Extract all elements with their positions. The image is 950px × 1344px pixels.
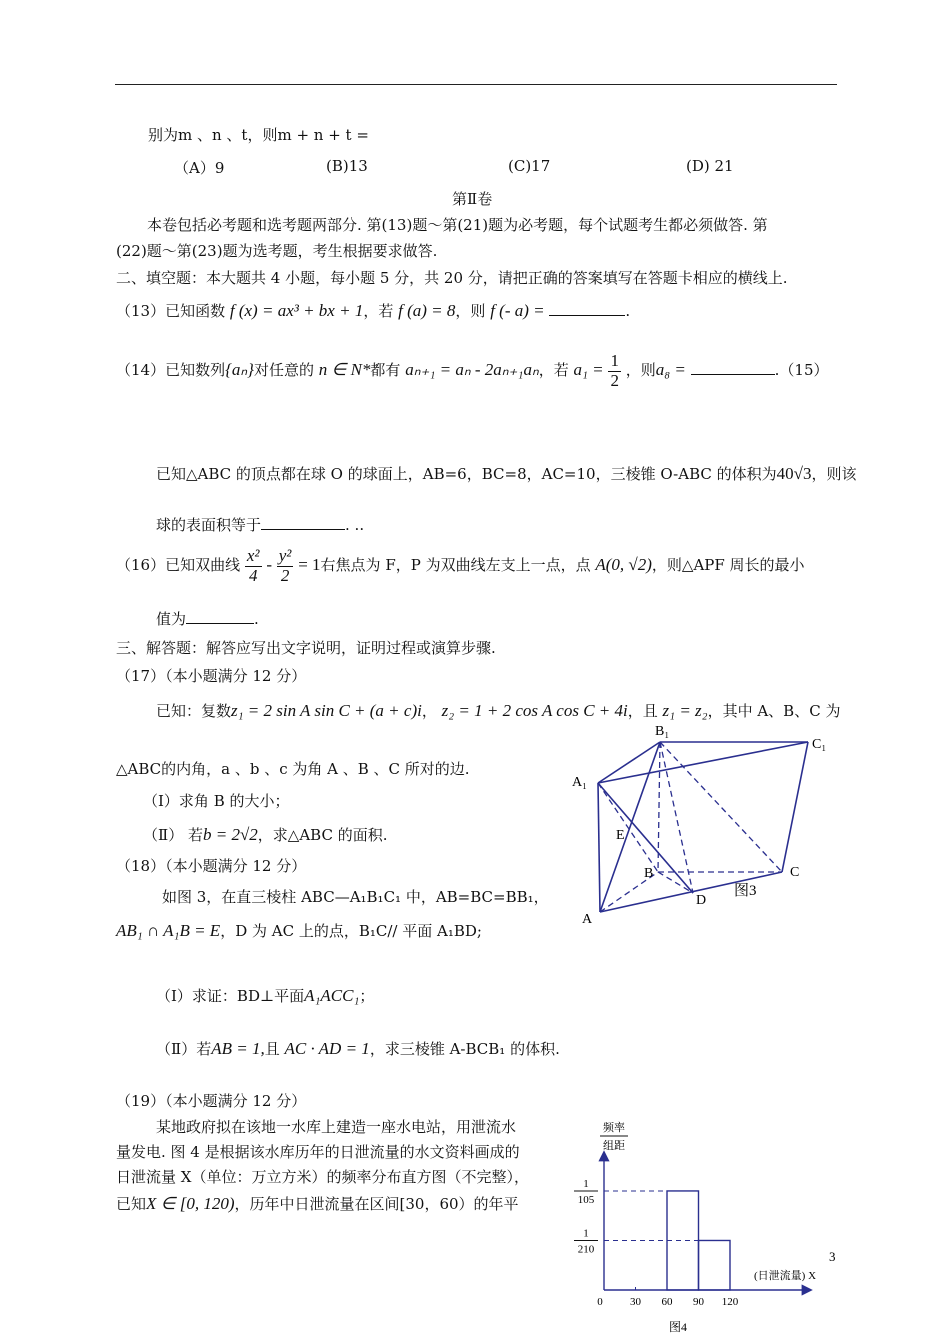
intro-line-1: 本卷包括必考题和选考题两部分. 第(13)题～第(21)题为必考题，每个试题考生都必须做答. 第 [147, 216, 768, 234]
question-16: （16）已知双曲线 $\frac{\text{x²}}{4}$ - $\frac{\text{y²}}{2}$ = 1右焦点为 F，P 为双曲线左支上一点，点 A(0, √2)，则△APF 周长的最小 [116, 546, 805, 585]
question-13: （13）已知函数 f (x) = ax³ + bx + 1，若 f (a) = 8，则 f (- a) = . [116, 301, 631, 320]
question-17-line2: △ABC的内角，a 、b 、c 为角 A 、B 、C 所对的边. [116, 760, 470, 778]
x-tick-label-60: 60 [661, 1296, 673, 1308]
option-a: （A）9 [174, 159, 225, 177]
option-c: (C)17 [508, 157, 551, 175]
option-d: (D) 21 [686, 157, 734, 175]
fig3-label-d: D [696, 893, 707, 908]
answer-blank-13[interactable] [549, 315, 625, 316]
carryover-line: 别为m 、n 、t，则m + n + t = [148, 126, 369, 144]
x-tick-label-120: 120 [721, 1296, 739, 1308]
x-tick-label-90: 90 [693, 1296, 704, 1308]
fig4-caption: 图4 [668, 1320, 688, 1334]
fig3-label-c: C [790, 865, 800, 880]
question-15-line2: 球的表面积等于 . .. [156, 516, 365, 534]
y-label-top: 频率 [603, 1122, 625, 1134]
fig3-label-b1: B₁ [655, 724, 670, 739]
x-axis-label: (日泄流量) X [754, 1270, 817, 1282]
question-18-line2: AB₁ ∩ A₁B = E，D 为 AC 上的点，B₁C// 平面 A₁BD; [116, 921, 482, 940]
histogram-bar-1 [699, 1240, 731, 1290]
question-17-head: （17）（本小题满分 12 分） [116, 667, 307, 685]
fig3-label-c1: C₁ [812, 737, 827, 752]
answer-blank-16[interactable] [186, 623, 254, 624]
fig3-caption: 图3 [734, 883, 757, 899]
y-tick-num-210: 1 [583, 1227, 589, 1240]
figure-4-histogram [570, 1115, 840, 1340]
header-rule [115, 84, 837, 85]
fraction-x2-over-4: $\frac{\text{x²}}{4}$ [246, 546, 260, 585]
stray-mark: 3 [829, 1249, 836, 1264]
option-b: (B)13 [326, 157, 368, 175]
x-tick-label-0: 0 [597, 1296, 603, 1308]
fig3-label-a: A [582, 912, 593, 927]
fraction-one-half: $\frac{1}{2}$ [610, 351, 619, 390]
fig3-label-a1: A₁ [572, 775, 587, 790]
question-19-line4: 已知X ∈ [0, 120)，历年中日泄流量在区间[30，60）的年平 [116, 1194, 519, 1213]
question-19-head: （19）（本小题满分 12 分） [116, 1092, 307, 1110]
question-17-part1: （Ⅰ）求角 B 的大小； [143, 792, 290, 810]
question-19-line1: 某地政府拟在该地一水库上建造一座水电站，用泄流水 [156, 1118, 517, 1136]
fraction-y2-over-2: $\frac{\text{y²}}{2}$ [278, 546, 292, 585]
fig3-label-e: E [616, 828, 625, 843]
fig3-label-b: B [644, 866, 654, 881]
y-tick-den-105: 105 [577, 1193, 595, 1206]
question-17-given: 已知：复数z₁ = 2 sin A sin C + (a + c)i， z₂ = 1 + 2 cos A cos C + 4i，且 z₁ = z₂，其中 A、B、C 为 [156, 701, 841, 720]
y-tick-num-105: 1 [583, 1177, 589, 1190]
question-18-head: （18）（本小题满分 12 分） [116, 857, 307, 875]
question-18-part2: （Ⅱ）若AB = 1,且 AC · AD = 1，求三棱锥 A-BCB₁ 的体积. [156, 1039, 560, 1058]
question-19-line3: 日泄流量 X（单位：万立方米）的频率分布直方图（不完整）， [116, 1168, 529, 1186]
x-tick-label-30: 30 [630, 1296, 641, 1308]
question-19-line2: 量发电. 图 4 是根据该水库历年的日泄流量的水文资料画成的 [116, 1143, 520, 1161]
answer-blank-15[interactable] [261, 529, 345, 530]
y-tick-den-210: 210 [577, 1243, 595, 1256]
question-16-line2: 值为 . [156, 610, 259, 628]
question-18-part1: （Ⅰ）求证：BD⊥平面A₁ACC₁； [156, 986, 375, 1005]
intro-line-2: (22)题～第(23)题为选考题，考生根据要求做答. [116, 242, 438, 260]
question-15: 已知△ABC 的顶点都在球 O 的球面上，AB=6，BC=8，AC=10，三棱锥 O-ABC 的体积为40√3，则该 [156, 464, 857, 483]
question-14: （14）已知数列{aₙ}对任意的 n ∈ N*都有 aₙ₊₁ = aₙ - 2aₙ₊₁aₙ，若 a₁ = $\frac{1}{2}$ ，则a₈ = .（15） [116, 351, 829, 390]
figure-3-prism [560, 715, 850, 935]
answer-blank-14[interactable] [691, 374, 775, 375]
part3-heading: 三、解答题：解答应写出文字说明，证明过程或演算步骤. [116, 639, 496, 657]
y-label-bottom: 组距 [603, 1140, 625, 1152]
part2-heading: 二、填空题：本大题共 4 小题，每小题 5 分，共 20 分，请把正确的答案填写在答题卡相应的横线上. [116, 269, 788, 287]
question-17-part2: （Ⅱ） 若b = 2√2，求△ABC 的面积. [143, 825, 388, 844]
section-title: 第Ⅱ卷 [452, 190, 493, 208]
question-18-line1: 如图 3，在直三棱柱 ABC—A₁B₁C₁ 中，AB=BC=BB₁， [162, 888, 549, 906]
